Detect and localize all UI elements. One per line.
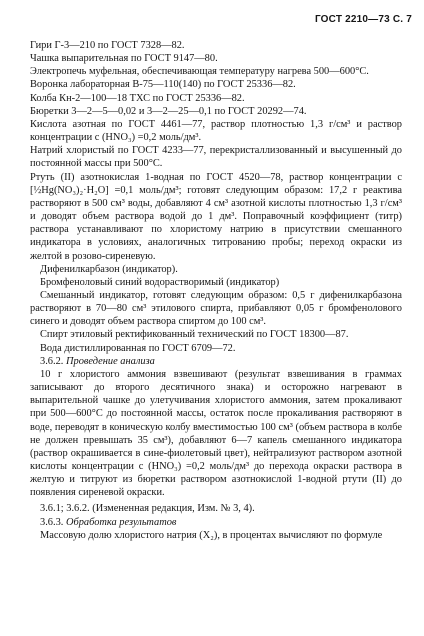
item-mixed-indicator: Смешанный индикатор, готовят следующим образом: 0,5 г дифенилкарбазона растворяют в 70—80 см³ этилового спирта, прибавляют 0,05 г бромфенолового синего и доводят объем раствора спиртом до 100 см³.: [30, 289, 402, 328]
section-heading-analysis: [30, 355, 402, 368]
item-funnel: Воронка лабораторная В-75—110(140) по ГОСТ 25336—82.: [30, 79, 296, 91]
section-number: 3.6.2.: [40, 355, 64, 367]
item-flask: Колба Кн-2—100—18 ТХС по ГОСТ 25336—82.: [30, 92, 245, 104]
section-title: Обработка результатов: [66, 516, 177, 528]
results-paragraph: Массовую долю хлористого натрия (X₂), в процентах вычисляют по формуле: [40, 529, 383, 541]
item-ethanol: Спирт этиловый ректификованный технический по ГОСТ 18300—87.: [40, 329, 349, 341]
item-sodium-chloride: Натрий хлористый по ГОСТ 4233—77, перекристаллизованный и высушенный до постоянной массы при 500°С.: [30, 145, 402, 170]
section-title: Проведение анализа: [66, 355, 155, 367]
item-burettes: Бюретки 3—2—5—0,02 и 3—2—25—0,1 по ГОСТ 20292—74.: [30, 105, 307, 117]
amendment-note: 3.6.1; 3.6.2. (Измененная редакция, Изм. № 3, 4).: [40, 503, 255, 515]
item-diphenylcarbazone: Дифенилкарбазон (индикатор).: [40, 263, 178, 275]
section-heading-results: [30, 516, 402, 529]
item-weights: Гири Г-3—210 по ГОСТ 7328—82.: [30, 40, 185, 51]
item-furnace: Электропечь муфельная, обеспечивающая температуру нагрева 500—600°С.: [30, 66, 369, 78]
page-header: ГОСТ 2210—73 С. 7: [314, 14, 412, 25]
analysis-procedure: 10 г хлористого аммония взвешивают (результат взвешивания в граммах записывают до второго десятичного знака) и осторожно нагревают в выпарительной чашке до улетучивания хлористого аммония, затем прокаливают при 500—600°С до постоянной массы, остаток после прокаливания растворяют в воде, переводят в коническую колбу вместимостью 100 см³ (объем раствора в колбе не должен превышать 35 см³), добавляют 6—7 капель смешанного индикатора (раствор окрашивается в сине-фиолетовый цвет), нейтрализуют раствором азотной кислоты концентрации с (HNO₃) =0,2 моль/дм³ до перехода окраски раствора в желтую и титруют из бюретки раствором азотнокислой 1-водной ртути (II) до появления сиреневой окраски.: [30, 368, 402, 499]
item-bromophenol-blue: Бромфеноловый синий водорастворимый (индикатор): [40, 276, 280, 288]
section-number: 3.6.3.: [40, 516, 64, 528]
item-water: Вода дистиллированная по ГОСТ 6709—72.: [40, 342, 236, 354]
document-body: [30, 39, 402, 542]
item-mercury-nitrate: Ртуть (II) азотнокислая 1-водная по ГОСТ 4520—78, раствор концентрации с [½Hg(NO₃)₂·H₂O] =0,1 моль/дм³; готовят следующим образом: 17,2 г реактива растворяют в 500 см³ воды, добавляют 4 см³ азотной кислоты плотностью 1,3 г/см³ и доводят объем раствора водой до 1 дм³. Поправочный коэффициент (титр) раствора устанавливают по хлористому натрию в присутствии смешанного индикатора в условиях, аналогичных титрованию пробы; переход окраски из желтой в розово-сиреневую.: [30, 171, 402, 262]
item-dish: Чашка выпарительная по ГОСТ 9147—80.: [30, 53, 218, 65]
item-nitric-acid: Кислота азотная по ГОСТ 4461—77, раствор плотностью 1,3 г/см³ и раствор концентрации с (HNO₃) =0,2 моль/дм³.: [30, 118, 402, 144]
